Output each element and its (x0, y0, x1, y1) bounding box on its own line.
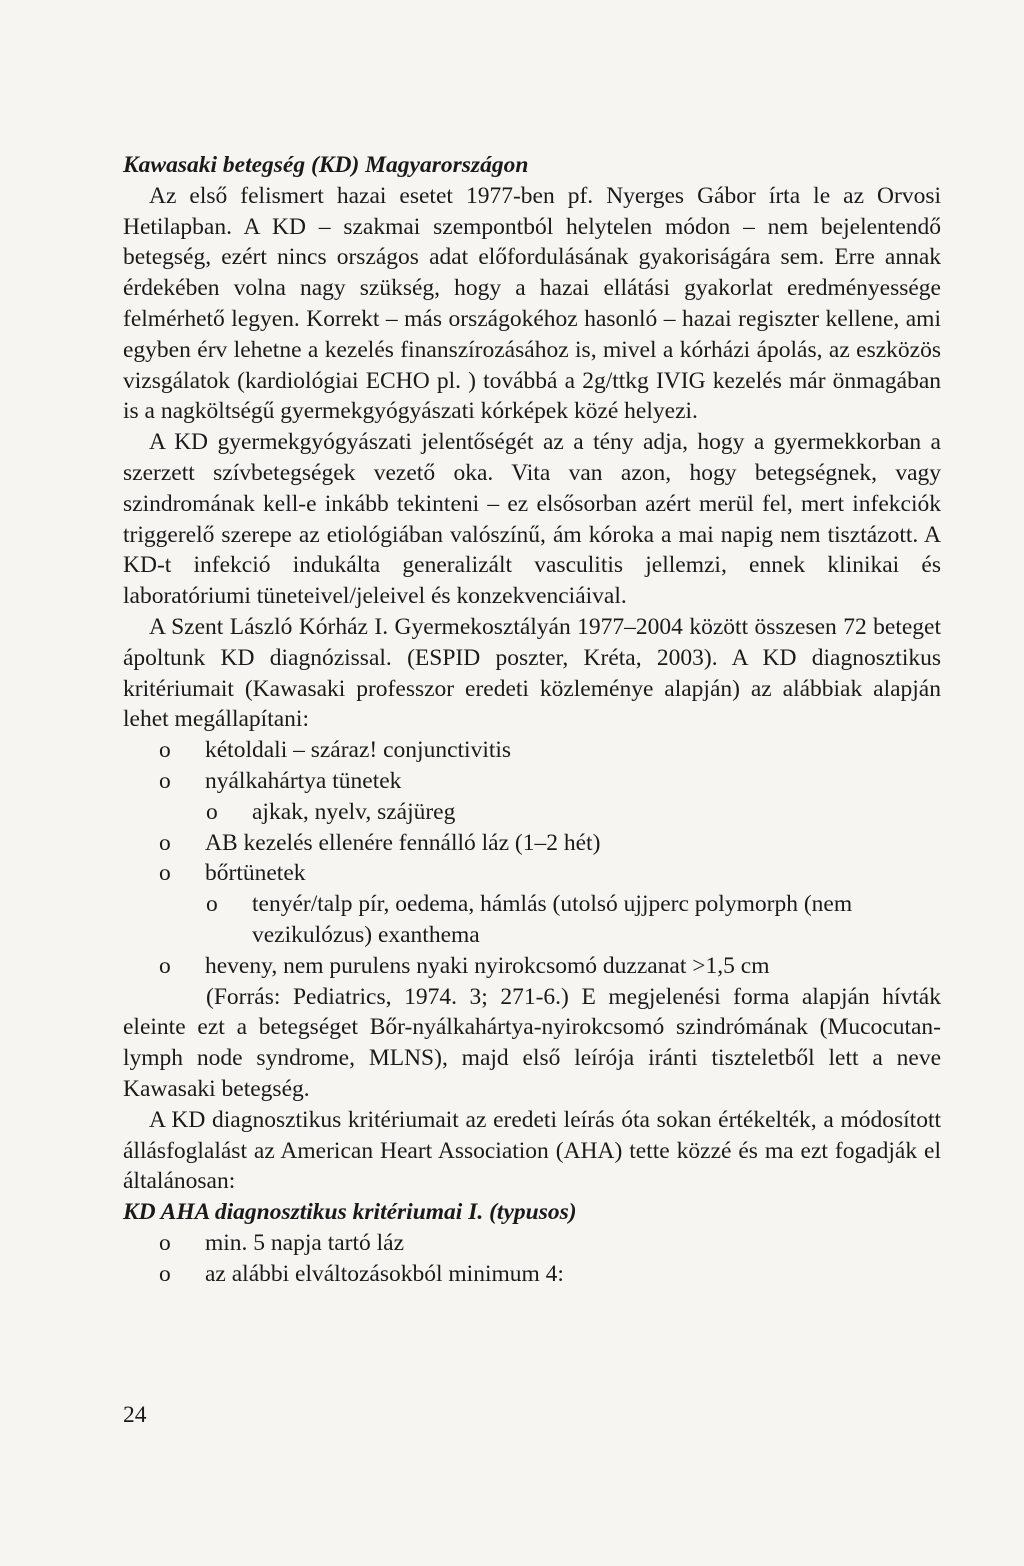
bullet-marker: o (206, 891, 218, 918)
criteria-item-1 (123, 735, 941, 766)
criteria-item-text: AB kezelés ellenére fennálló láz (1–2 hét) (205, 829, 601, 856)
criteria-item-text: heveny, nem purulens nyaki nyirokcsomó duzzanat >1,5 cm (205, 952, 770, 979)
bullet-marker: o (159, 829, 171, 856)
criteria-subitem-text: tenyér/talp pír, oedema, hámlás (utolsó ujjperc polymorph (nem vezikulózus) exanthema (252, 891, 853, 948)
aha-item-2 (123, 1259, 941, 1290)
section-heading: Kawasaki betegség (KD) Magyarországon (123, 152, 529, 178)
bullet-marker: o (159, 1229, 171, 1256)
criteria-item-2 (123, 766, 941, 797)
page-content (123, 150, 941, 1289)
criteria-item-text: bőrtünetek (205, 860, 306, 887)
bullet-marker: o (159, 952, 171, 979)
bullet-marker: o (206, 798, 218, 825)
paragraph-3: A Szent László Kórház I. Gyermekosztályán 1977–2004 között összesen 72 beteget ápoltunk KD diagnózissal. (ESPID poszter, Kréta, 2003). A KD diagnosztikus kritériumait (Kawasaki professzor eredeti közleménye alapján) az alábbiak alapján lehet megállapítani: (123, 613, 941, 733)
criteria-subitem-4 (123, 889, 941, 951)
bullet-marker: o (159, 1260, 171, 1287)
paragraph-1: Az első felismert hazai esetet 1977-ben pf. Nyerges Gábor írta le az Orvosi Hetilapban. A KD – szakmai szempontból helytelen módon – nem bejelentendő betegség, ezért nincs országos adat előfordulásának gyakoriságára sem. Erre annak érdekében volna nagy szükség, hogy a hazai ellátási gyakorlat eredményessége felmérhető legyen. Korrekt – más országokéhoz hasonló – hazai regiszter kellene, ami egyben érv lehetne a kezelés finanszírozásához is, mivel a kórházi ápolás, az eszközös vizsgálatok (kardiológiai ECHO pl. ) továbbá a 2g/ttkg IVIG kezelés már önmagában is a nagköltségű gyermekgyógyászati kórképek közé helyezi. (123, 182, 941, 425)
page-number: 24 (123, 1402, 147, 1428)
paragraph-5: A KD diagnosztikus kritériumait az eredeti leírás óta sokan értékelték, a módosított állásfoglalást az American Heart Association (AHA) tette közzé és ma ezt fogadják el általánosan: (123, 1106, 941, 1195)
subheading: KD AHA diagnosztikus kritériumai I. (typusos) (123, 1199, 577, 1226)
criteria-item-5 (123, 951, 941, 982)
criteria-item-text: nyálkahártya tünetek (205, 767, 402, 794)
bullet-marker: o (159, 737, 171, 764)
aha-item-text: az alábbi elváltozásokból minimum 4: (205, 1260, 564, 1287)
paragraph-4: (Forrás: Pediatrics, 1974. 3; 271-6.) E megjelenési forma alapján hívták eleinte ezt a betegséget Bőr-nyálkahártya-nyirokcsomó szindrómának (Mucocutan-lymph node syndrome, MLNS), majd első leírója iránti tiszteletből lett a neve Kawasaki betegség. (123, 983, 941, 1102)
paragraph-2: A KD gyermekgyógyászati jelentőségét az a tény adja, hogy a gyermekkorban a szerzett szívbetegségek vezető oka. Vita van azon, hogy betegségnek, vagy szindromának kell-e inkább tekinteni – ez elsősorban azért merül fel, mert infekciók triggerelő szerepe az etiológiában valószínű, ám kóroka a mai napig nem tisztázott. A KD-t infekció indukálta generalizált vasculitis jellemzi, ennek klinikai és laboratóriumi tüneteivel/jeleivel és konzekvenciáival. (123, 429, 941, 610)
criteria-item-text: kétoldali – száraz! conjunctivitis (205, 737, 512, 764)
criteria-subitem-2 (123, 797, 941, 828)
bullet-marker: o (159, 860, 171, 887)
aha-item-1 (123, 1228, 941, 1259)
bullet-marker: o (159, 767, 171, 794)
criteria-item-3 (123, 828, 941, 859)
criteria-subitem-text: ajkak, nyelv, szájüreg (252, 798, 456, 825)
criteria-item-4 (123, 858, 941, 889)
aha-item-text: min. 5 napja tartó láz (205, 1229, 405, 1256)
